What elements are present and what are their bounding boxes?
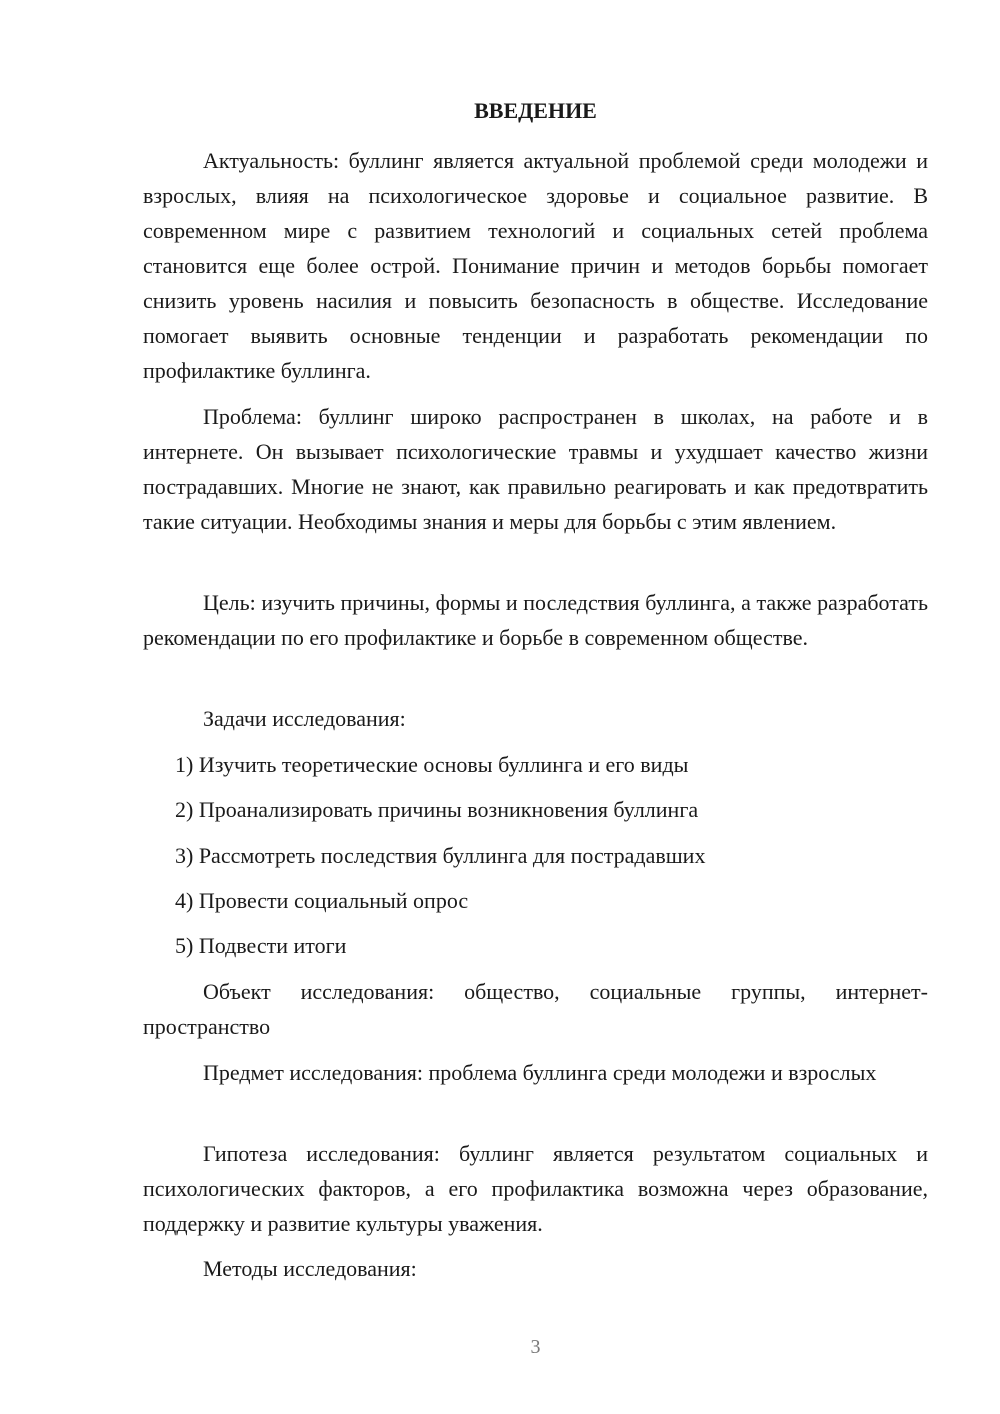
list-item: 4) Провести социальный опрос xyxy=(175,888,469,913)
list-item: 1) Изучить теоретические основы буллинга и его виды xyxy=(175,752,689,777)
page-number: 3 xyxy=(530,1336,541,1358)
paragraph-problem: Проблема: буллинг широко распространен в школах, на работе и в интернете. Он вызывает психологические травмы и ухудшает качество жизни пострадавших. Многие не знают, как правильно реагировать и как предотвратить такие ситуации. Необходимы знания и меры для борьбы с этим явлением. xyxy=(143,404,928,534)
list-item: 2) Проанализировать причины возникновения буллинга xyxy=(175,797,699,822)
paragraph-relevance: Актуальность: буллинг является актуальной проблемой среди молодежи и взрослых, влияя на психологическое здоровье и социальное развитие. В современном мире с развитием технологий и социальных сетей проблема становится еще более острой. Понимание причин и методов борьбы помогает снизить уровень насилия и повысить безопасность в обществе. Исследование помогает выявить основные тенденции и разработать рекомендации по профилактике буллинга. xyxy=(143,148,928,383)
tasks-label: Задачи исследования: xyxy=(203,706,406,731)
paragraph-object: Объект исследования: общество, социальные группы, интернет-пространство xyxy=(143,979,928,1039)
list-item: 5) Подвести итоги xyxy=(175,933,347,958)
page-title: ВВЕДЕНИЕ xyxy=(474,98,597,123)
paragraph-subject: Предмет исследования: проблема буллинга среди молодежи и взрослых xyxy=(203,1060,877,1085)
list-item: 3) Рассмотреть последствия буллинга для пострадавших xyxy=(175,843,706,868)
document-page xyxy=(143,0,928,1414)
methods-label: Методы исследования: xyxy=(203,1256,417,1281)
paragraph-hypothesis: Гипотеза исследования: буллинг является результатом социальных и психологических факторов, а его профилактика возможна через образование, поддержку и развитие культуры уважения. xyxy=(143,1141,928,1236)
paragraph-goal: Цель: изучить причины, формы и последствия буллинга, а также разработать рекомендации по его профилактике и борьбе в современном обществе. xyxy=(143,590,928,650)
